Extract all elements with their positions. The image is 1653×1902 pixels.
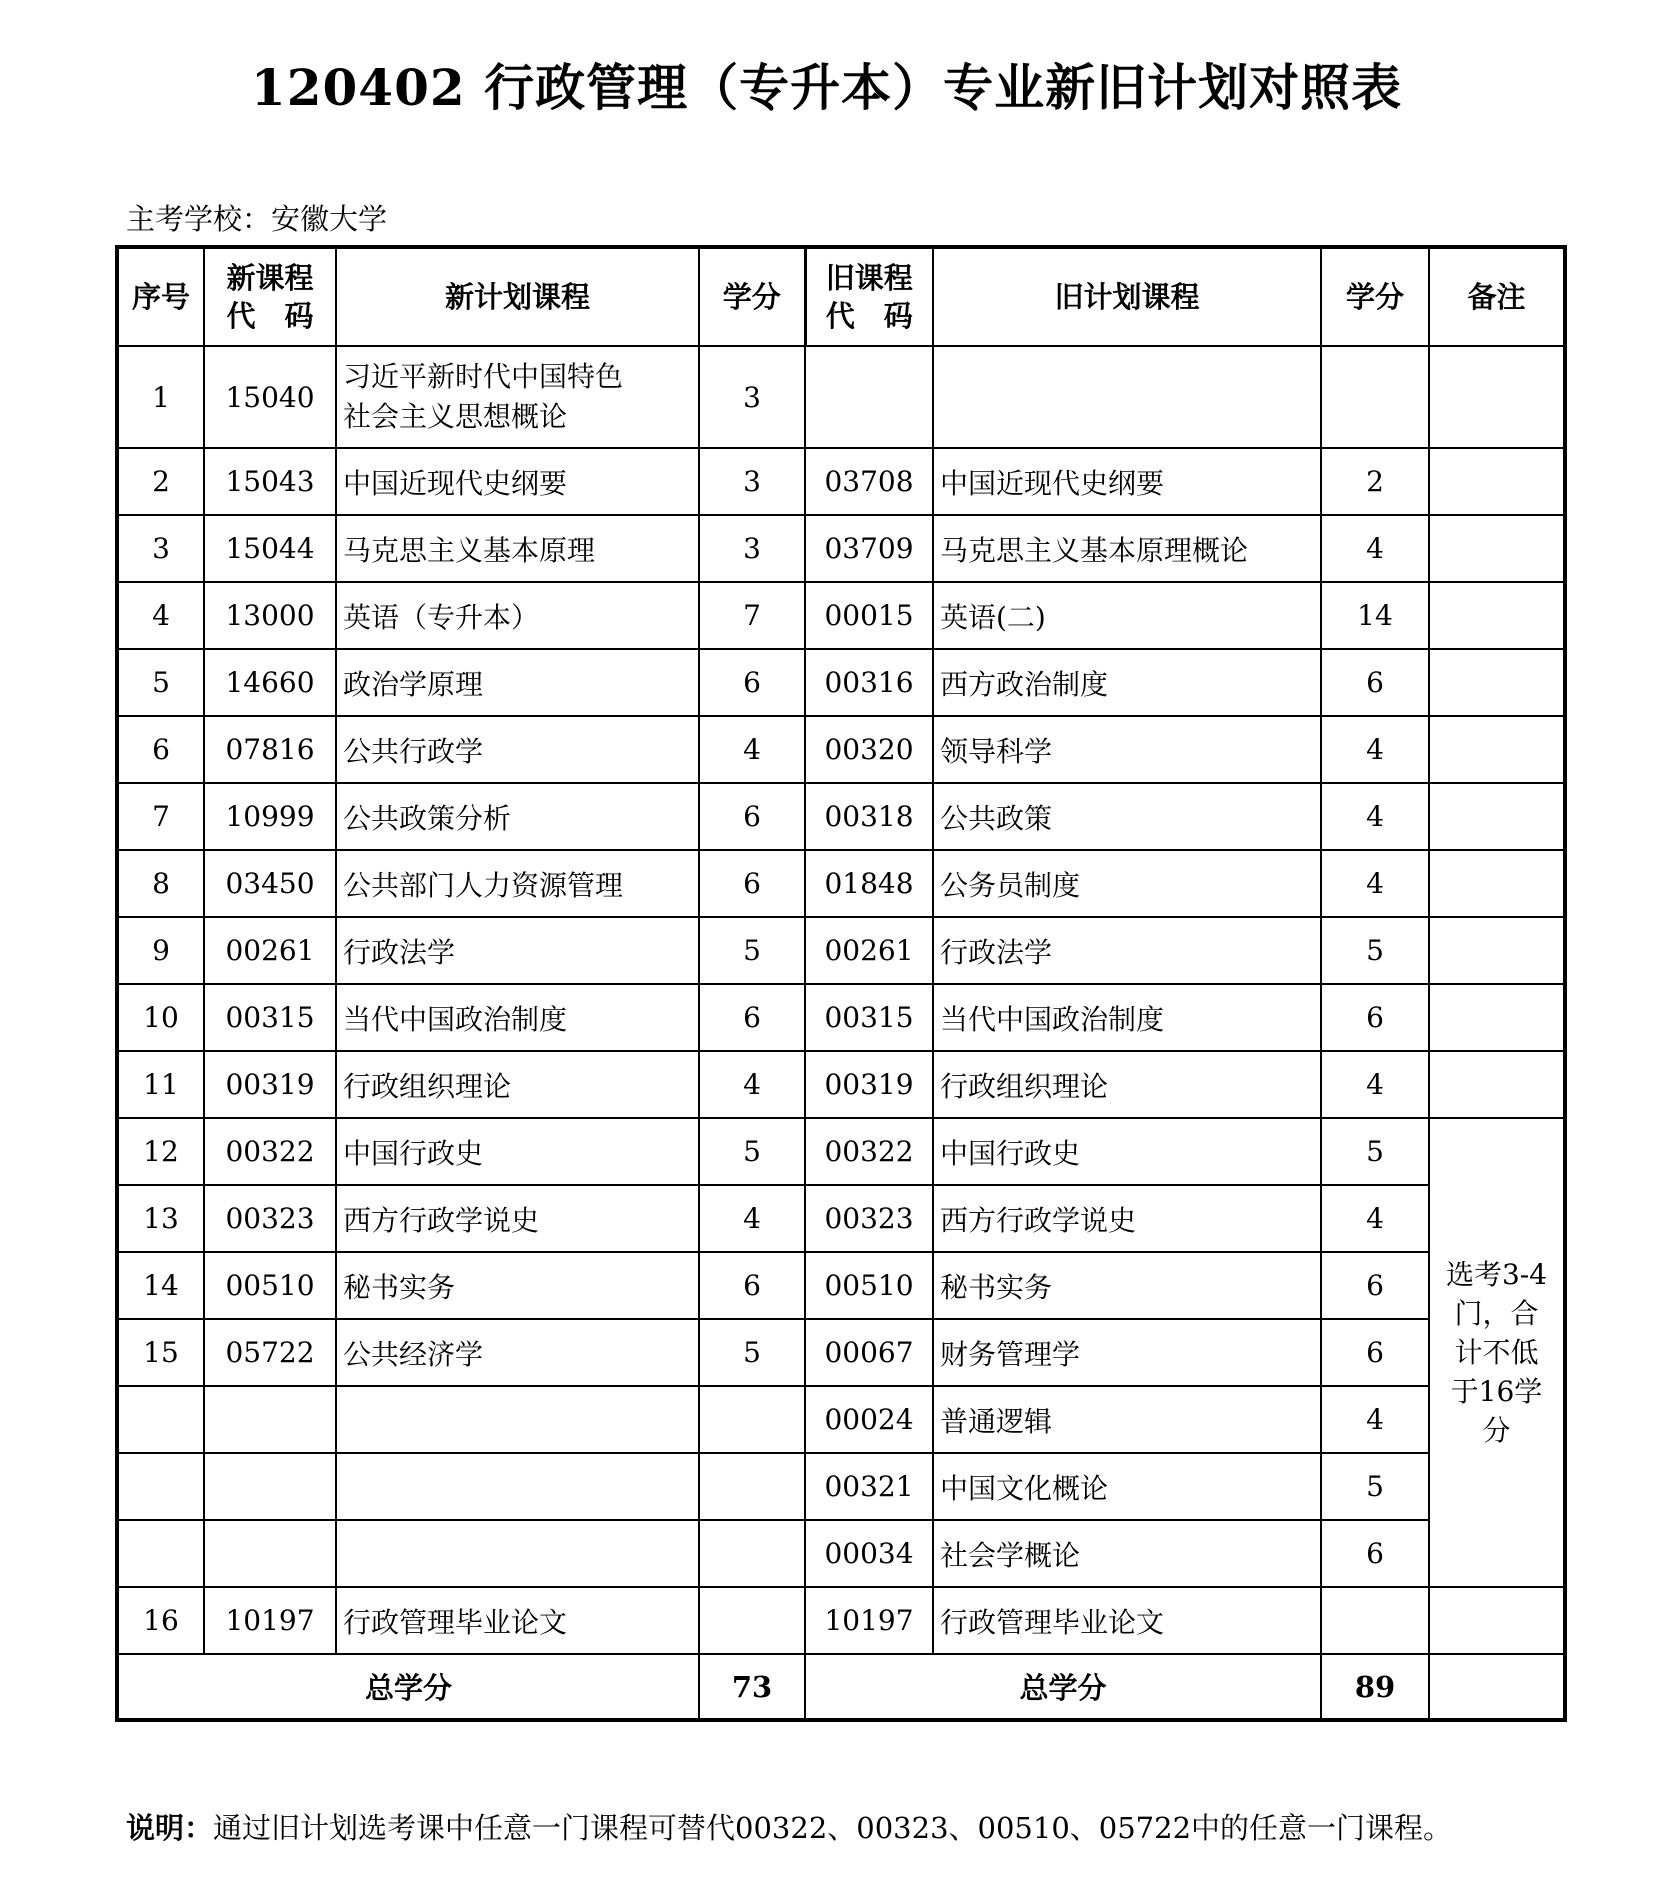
cell-new-code: 00315 bbox=[204, 984, 336, 1051]
cell-old-credit: 2 bbox=[1321, 448, 1429, 515]
cell-seq: 9 bbox=[117, 917, 204, 984]
cell-new-code: 05722 bbox=[204, 1319, 336, 1386]
cell-new-code bbox=[204, 1386, 336, 1453]
cell-seq: 1 bbox=[117, 346, 204, 448]
cell-old-course: 行政组织理论 bbox=[933, 1051, 1321, 1118]
cell-old-code bbox=[805, 346, 933, 448]
cell-old-credit: 6 bbox=[1321, 1520, 1429, 1587]
cell-old-code: 00321 bbox=[805, 1453, 933, 1520]
total-new-value: 73 bbox=[699, 1654, 805, 1720]
cell-old-code: 00024 bbox=[805, 1386, 933, 1453]
cell-new-credit: 6 bbox=[699, 1252, 805, 1319]
page-title: 120402 行政管理（专升本）专业新旧计划对照表 bbox=[250, 58, 1403, 117]
cell-new-course: 中国行政史 bbox=[336, 1118, 699, 1185]
cell-new-credit: 4 bbox=[699, 1185, 805, 1252]
cell-new-credit: 5 bbox=[699, 1118, 805, 1185]
footnote bbox=[126, 1806, 1452, 1847]
cell-old-code: 00034 bbox=[805, 1520, 933, 1587]
cell-old-code: 00318 bbox=[805, 783, 933, 850]
cell-old-credit: 6 bbox=[1321, 1252, 1429, 1319]
header-seq: 序号 bbox=[117, 247, 204, 346]
cell-new-credit bbox=[699, 1453, 805, 1520]
cell-old-credit: 4 bbox=[1321, 850, 1429, 917]
cell-old-code: 00316 bbox=[805, 649, 933, 716]
cell-old-course: 公务员制度 bbox=[933, 850, 1321, 917]
cell-old-course: 当代中国政治制度 bbox=[933, 984, 1321, 1051]
cell-new-course: 公共部门人力资源管理 bbox=[336, 850, 699, 917]
cell-new-code: 03450 bbox=[204, 850, 336, 917]
cell-new-code: 07816 bbox=[204, 716, 336, 783]
cell-old-credit: 4 bbox=[1321, 1051, 1429, 1118]
cell-remark bbox=[1429, 1587, 1565, 1654]
cell-old-course bbox=[933, 346, 1321, 448]
cell-old-credit: 5 bbox=[1321, 1118, 1429, 1185]
total-remark bbox=[1429, 1654, 1565, 1720]
cell-old-credit: 4 bbox=[1321, 515, 1429, 582]
cell-seq: 13 bbox=[117, 1185, 204, 1252]
cell-seq: 4 bbox=[117, 582, 204, 649]
header-new-code-line2: 代 码 bbox=[226, 299, 314, 333]
table-row bbox=[117, 649, 1565, 716]
table-row bbox=[117, 515, 1565, 582]
cell-old-credit: 4 bbox=[1321, 716, 1429, 783]
cell-new-code: 00319 bbox=[204, 1051, 336, 1118]
cell-old-credit: 4 bbox=[1321, 1386, 1429, 1453]
total-new-label: 总学分 bbox=[117, 1654, 699, 1720]
cell-seq: 11 bbox=[117, 1051, 204, 1118]
cell-new-code: 10197 bbox=[204, 1587, 336, 1654]
cell-new-credit: 3 bbox=[699, 515, 805, 582]
cell-new-code: 10999 bbox=[204, 783, 336, 850]
cell-new-credit: 7 bbox=[699, 582, 805, 649]
cell-new-code: 13000 bbox=[204, 582, 336, 649]
cell-new-course bbox=[336, 1386, 699, 1453]
cell-new-code: 00261 bbox=[204, 917, 336, 984]
header-old-code bbox=[805, 247, 933, 346]
table-header-row bbox=[117, 247, 1565, 346]
cell-old-course: 中国近现代史纲要 bbox=[933, 448, 1321, 515]
cell-old-credit: 4 bbox=[1321, 783, 1429, 850]
cell-old-course: 领导科学 bbox=[933, 716, 1321, 783]
cell-new-course: 公共经济学 bbox=[336, 1319, 699, 1386]
cell-remark bbox=[1429, 582, 1565, 649]
cell-elective-note bbox=[1429, 1118, 1565, 1587]
cell-old-credit: 5 bbox=[1321, 1453, 1429, 1520]
header-new-code-line1: 新课程 bbox=[226, 261, 314, 295]
cell-old-code: 00319 bbox=[805, 1051, 933, 1118]
table-row bbox=[117, 917, 1565, 984]
footnote-label: 说明： bbox=[126, 1811, 214, 1845]
cell-new-course: 当代中国政治制度 bbox=[336, 984, 699, 1051]
cell-seq: 3 bbox=[117, 515, 204, 582]
cell-new-credit: 3 bbox=[699, 448, 805, 515]
table-row bbox=[117, 850, 1565, 917]
cell-new-course: 公共行政学 bbox=[336, 716, 699, 783]
cell-old-credit bbox=[1321, 346, 1429, 448]
cell-old-course: 马克思主义基本原理概论 bbox=[933, 515, 1321, 582]
cell-new-credit: 5 bbox=[699, 1319, 805, 1386]
table-row bbox=[117, 1587, 1565, 1654]
total-credits-row bbox=[117, 1654, 1565, 1720]
cell-new-course: 行政管理毕业论文 bbox=[336, 1587, 699, 1654]
cell-old-credit: 6 bbox=[1321, 649, 1429, 716]
header-old-code-line2: 代 码 bbox=[825, 299, 913, 333]
header-new-course: 新计划课程 bbox=[336, 247, 699, 346]
table-row bbox=[117, 1252, 1565, 1319]
cell-seq bbox=[117, 1386, 204, 1453]
cell-seq: 12 bbox=[117, 1118, 204, 1185]
cell-old-course: 公共政策 bbox=[933, 783, 1321, 850]
header-old-course: 旧计划课程 bbox=[933, 247, 1321, 346]
cell-remark bbox=[1429, 448, 1565, 515]
cell-old-course: 西方行政学说史 bbox=[933, 1185, 1321, 1252]
cell-remark bbox=[1429, 716, 1565, 783]
cell-new-code: 14660 bbox=[204, 649, 336, 716]
cell-old-code: 00510 bbox=[805, 1252, 933, 1319]
cell-old-code: 00067 bbox=[805, 1319, 933, 1386]
elective-note-line2: 门，合 bbox=[1454, 1297, 1539, 1330]
host-school: 主考学校：安徽大学 bbox=[126, 202, 388, 236]
cell-remark bbox=[1429, 850, 1565, 917]
cell-new-code: 15044 bbox=[204, 515, 336, 582]
cell-new-course: 马克思主义基本原理 bbox=[336, 515, 699, 582]
elective-note-line1: 选考3-4 bbox=[1445, 1258, 1548, 1291]
table-row bbox=[117, 1386, 1565, 1453]
cell-new-code: 00510 bbox=[204, 1252, 336, 1319]
cell-old-credit: 4 bbox=[1321, 1185, 1429, 1252]
cell-seq: 5 bbox=[117, 649, 204, 716]
cell-new-course bbox=[336, 1453, 699, 1520]
total-old-label: 总学分 bbox=[805, 1654, 1321, 1720]
cell-old-course: 行政管理毕业论文 bbox=[933, 1587, 1321, 1654]
cell-new-course: 行政组织理论 bbox=[336, 1051, 699, 1118]
cell-seq: 16 bbox=[117, 1587, 204, 1654]
cell-remark bbox=[1429, 649, 1565, 716]
cell-old-course: 社会学概论 bbox=[933, 1520, 1321, 1587]
cell-new-code: 15043 bbox=[204, 448, 336, 515]
cell-old-course: 西方政治制度 bbox=[933, 649, 1321, 716]
cell-seq: 8 bbox=[117, 850, 204, 917]
header-old-credit: 学分 bbox=[1321, 247, 1429, 346]
cell-new-credit: 6 bbox=[699, 984, 805, 1051]
table-row bbox=[117, 582, 1565, 649]
cell-old-course: 普通逻辑 bbox=[933, 1386, 1321, 1453]
table-row bbox=[117, 346, 1565, 448]
cell-old-code: 00320 bbox=[805, 716, 933, 783]
cell-remark bbox=[1429, 783, 1565, 850]
cell-remark bbox=[1429, 1051, 1565, 1118]
footnote-text: 通过旧计划选考课中任意一门课程可替代00322、00323、00510、05722中的任意一门课程。 bbox=[213, 1811, 1453, 1845]
cell-new-credit: 6 bbox=[699, 850, 805, 917]
cell-seq: 7 bbox=[117, 783, 204, 850]
cell-new-code: 00323 bbox=[204, 1185, 336, 1252]
cell-new-course-line2: 社会主义思想概论 bbox=[343, 400, 568, 433]
cell-new-course: 秘书实务 bbox=[336, 1252, 699, 1319]
table-row bbox=[117, 1520, 1565, 1587]
cell-remark bbox=[1429, 346, 1565, 448]
cell-old-course: 英语(二) bbox=[933, 582, 1321, 649]
cell-new-credit: 3 bbox=[699, 346, 805, 448]
cell-seq bbox=[117, 1453, 204, 1520]
cell-old-code: 03709 bbox=[805, 515, 933, 582]
table-row bbox=[117, 783, 1565, 850]
cell-remark bbox=[1429, 984, 1565, 1051]
cell-old-credit: 6 bbox=[1321, 1319, 1429, 1386]
cell-new-course bbox=[336, 1520, 699, 1587]
header-new-code bbox=[204, 247, 336, 346]
table-row bbox=[117, 1453, 1565, 1520]
cell-old-credit: 14 bbox=[1321, 582, 1429, 649]
table-row bbox=[117, 716, 1565, 783]
cell-new-course-line1: 习近平新时代中国特色 bbox=[343, 360, 624, 393]
cell-new-credit: 6 bbox=[699, 783, 805, 850]
cell-new-credit bbox=[699, 1520, 805, 1587]
table-row bbox=[117, 1118, 1565, 1185]
cell-new-code: 15040 bbox=[204, 346, 336, 448]
cell-new-course: 公共政策分析 bbox=[336, 783, 699, 850]
cell-seq: 15 bbox=[117, 1319, 204, 1386]
total-old-value: 89 bbox=[1321, 1654, 1429, 1720]
elective-note-line5: 分 bbox=[1482, 1414, 1511, 1447]
cell-new-code: 00322 bbox=[204, 1118, 336, 1185]
cell-new-credit: 4 bbox=[699, 716, 805, 783]
cell-new-code bbox=[204, 1520, 336, 1587]
cell-old-course: 秘书实务 bbox=[933, 1252, 1321, 1319]
table-row bbox=[117, 448, 1565, 515]
cell-new-code bbox=[204, 1453, 336, 1520]
header-remark: 备注 bbox=[1429, 247, 1565, 346]
cell-old-course: 财务管理学 bbox=[933, 1319, 1321, 1386]
cell-old-code: 00315 bbox=[805, 984, 933, 1051]
cell-seq: 10 bbox=[117, 984, 204, 1051]
cell-seq: 6 bbox=[117, 716, 204, 783]
cell-old-code: 00322 bbox=[805, 1118, 933, 1185]
table-row bbox=[117, 1185, 1565, 1252]
course-comparison-table bbox=[115, 245, 1567, 1722]
cell-new-course: 西方行政学说史 bbox=[336, 1185, 699, 1252]
cell-old-course: 中国行政史 bbox=[933, 1118, 1321, 1185]
cell-seq: 14 bbox=[117, 1252, 204, 1319]
cell-new-course: 英语（专升本） bbox=[336, 582, 699, 649]
cell-old-code: 03708 bbox=[805, 448, 933, 515]
elective-note-line3: 计不低 bbox=[1454, 1336, 1539, 1369]
cell-new-credit bbox=[699, 1587, 805, 1654]
cell-remark bbox=[1429, 515, 1565, 582]
cell-new-course: 政治学原理 bbox=[336, 649, 699, 716]
cell-new-course: 中国近现代史纲要 bbox=[336, 448, 699, 515]
cell-old-course: 行政法学 bbox=[933, 917, 1321, 984]
cell-old-course: 中国文化概论 bbox=[933, 1453, 1321, 1520]
table-row bbox=[117, 984, 1565, 1051]
cell-old-code: 00323 bbox=[805, 1185, 933, 1252]
cell-new-credit: 4 bbox=[699, 1051, 805, 1118]
cell-seq bbox=[117, 1520, 204, 1587]
cell-new-credit: 6 bbox=[699, 649, 805, 716]
cell-remark bbox=[1429, 917, 1565, 984]
elective-note-line4: 于16学 bbox=[1450, 1375, 1543, 1408]
header-old-code-line1: 旧课程 bbox=[825, 261, 913, 295]
cell-old-code: 10197 bbox=[805, 1587, 933, 1654]
cell-old-code: 00015 bbox=[805, 582, 933, 649]
table-row bbox=[117, 1051, 1565, 1118]
cell-seq: 2 bbox=[117, 448, 204, 515]
cell-new-credit: 5 bbox=[699, 917, 805, 984]
cell-new-course: 行政法学 bbox=[336, 917, 699, 984]
header-new-credit: 学分 bbox=[699, 247, 805, 346]
cell-old-credit: 5 bbox=[1321, 917, 1429, 984]
cell-old-credit: 6 bbox=[1321, 984, 1429, 1051]
cell-old-credit bbox=[1321, 1587, 1429, 1654]
cell-new-course bbox=[336, 346, 699, 448]
cell-old-code: 01848 bbox=[805, 850, 933, 917]
cell-old-code: 00261 bbox=[805, 917, 933, 984]
cell-new-credit bbox=[699, 1386, 805, 1453]
table-row bbox=[117, 1319, 1565, 1386]
